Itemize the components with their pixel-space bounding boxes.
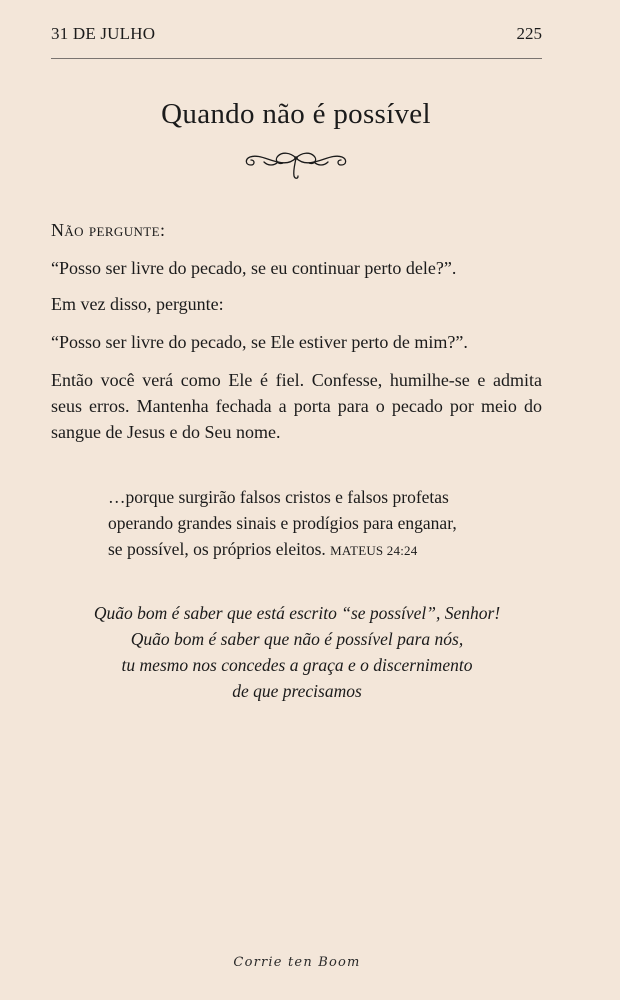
lead-instruction: Não pergunte:: [51, 220, 166, 240]
author-signature: Corrie ten Boom: [233, 955, 361, 970]
page-title: Quando não é possível: [161, 98, 431, 130]
verse-line-text: se possível, os próprios eleitos.: [108, 539, 326, 559]
verse-line-last: [108, 536, 528, 564]
page-number: 225: [516, 24, 542, 43]
header-date: 31 DE JULHO: [51, 24, 156, 43]
scripture-quote: [108, 484, 528, 564]
prayer-line: Quão bom é saber que está escrito “se possível”, Senhor!: [93, 603, 501, 623]
prayer-line: tu mesmo nos concedes a graça e o discernimento: [121, 655, 473, 675]
running-header: [51, 24, 542, 59]
prayer-line: Quão bom é saber que não é possível para nós,: [130, 629, 464, 649]
question-2: “Posso ser livre do pecado, se Ele estiver perto de mim?”.: [51, 332, 468, 352]
verse-line: operando grandes sinais e prodígios para enganar,: [108, 513, 457, 533]
prayer-line: de que precisamos: [232, 681, 362, 701]
question-1: “Posso ser livre do pecado, se eu continuar perto dele?”.: [51, 258, 457, 278]
verse-reference: MATEUS 24:24: [330, 543, 418, 558]
verse-line: …porque surgirão falsos cristos e falsos profetas: [108, 487, 449, 507]
body-paragraph: Então você verá como Ele é fiel. Confesse, humilhe-se e admita seus erros. Mantenha fechada a porta para o pecado por meio do sangue de Jesus e do Seu nome.: [51, 370, 542, 442]
instead-instruction: Em vez disso, pergunte:: [51, 294, 224, 314]
flourish-divider-icon: [242, 148, 350, 182]
closing-prayer: [0, 600, 594, 704]
